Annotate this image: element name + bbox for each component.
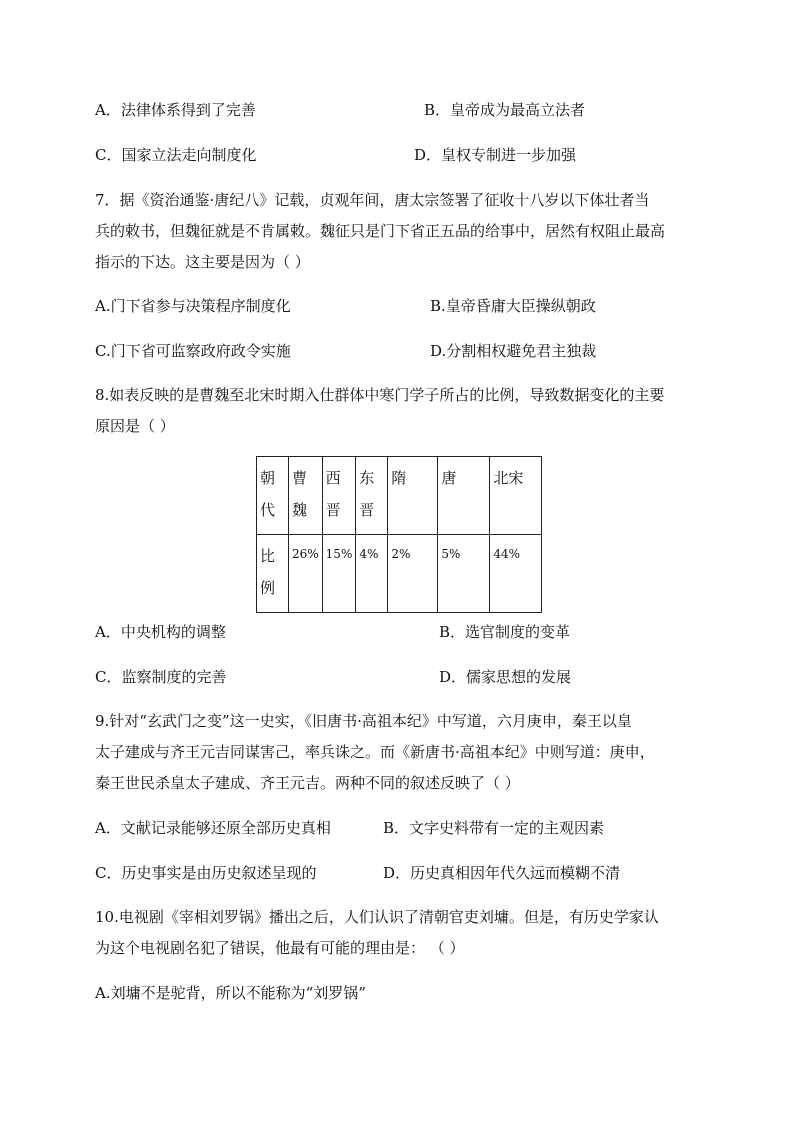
header-label-char: 代 xyxy=(260,501,276,519)
q7-stem-line-1: 7．据《资治通鉴·唐纪八》记载，贞观年间，唐太宗签署了征收十八岁以下体壮者当 xyxy=(95,191,650,209)
q6-option-d: D．皇权专制进一步加强 xyxy=(414,146,577,164)
dynasty-name: 北宋 xyxy=(493,469,524,487)
q9-stem-line-2: 太子建成与齐王元吉同谋害己，率兵诛之。而《新唐书·高祖本纪》中则写道：庚申， xyxy=(95,743,655,761)
dynasty-cell xyxy=(438,457,490,535)
q8-option-a: A．中央机构的调整 xyxy=(95,623,226,641)
q6-option-c: C．国家立法走向制度化 xyxy=(95,146,257,164)
dynasty-name-char: 晋 xyxy=(359,501,375,519)
q7-option-c: C.门下省可监察政府政令实施 xyxy=(95,342,291,360)
row-label-cell xyxy=(257,535,289,613)
q9-option-b: B．文字史料带有一定的主观因素 xyxy=(383,819,605,837)
dynasty-name-char: 晋 xyxy=(325,501,341,519)
q9-stem-line-3: 秦王世民杀皇太子建成、齐王元吉。两种不同的叙述反映了（ ） xyxy=(95,774,520,792)
dynasty-name-char: 曹 xyxy=(292,469,308,487)
ratio-value-cell: 15% xyxy=(322,535,356,613)
dynasty-cell xyxy=(388,457,438,535)
row-label-char: 比 xyxy=(260,547,276,565)
q9-stem-line-1: 9.针对“玄武门之变”这一史实，《旧唐书·高祖本纪》中写道，六月庚申，秦王以皇 xyxy=(95,712,632,730)
q6-option-a: A．法律体系得到了完善 xyxy=(95,101,256,119)
ratio-value-cell: 5% xyxy=(438,535,490,613)
dynasty-cell xyxy=(289,457,323,535)
q9-option-d: D．历史真相因年代久远而模糊不清 xyxy=(383,864,621,882)
q7-option-a: A.门下省参与决策程序制度化 xyxy=(95,297,291,315)
q7-option-d: D.分割相权避免君主独裁 xyxy=(430,342,597,360)
q7-option-b: B.皇帝昏庸大臣操纵朝政 xyxy=(430,297,596,315)
ratio-value-cell: 26% xyxy=(289,535,323,613)
ratio-value-cell: 44% xyxy=(490,535,542,613)
q8-option-b: B．选官制度的变革 xyxy=(439,623,571,641)
table-row-ratio xyxy=(257,535,542,613)
dynasty-cell xyxy=(490,457,542,535)
dynasty-name: 唐 xyxy=(441,469,457,487)
table-row-dynasty xyxy=(257,457,542,535)
q8-option-c: C．监察制度的完善 xyxy=(95,668,227,686)
dynasty-ratio-table xyxy=(256,456,542,613)
q7-stem-line-2: 兵的敕书，但魏征就是不肯属敕。魏征只是门下省正五品的给事中，居然有权阻止最高 xyxy=(95,222,666,240)
row-label-char: 例 xyxy=(260,579,276,597)
dynasty-name: 隋 xyxy=(391,469,407,487)
q8-stem-line-1: 8.如表反映的是曹魏至北宋时期入仕群体中寒门学子所占的比例，导致数据变化的主要 xyxy=(95,386,665,404)
dynasty-cell xyxy=(356,457,388,535)
q10-stem-line-2: 为这个电视剧名犯了错误，他最有可能的理由是： （ ） xyxy=(95,939,465,957)
q6-option-b: B．皇帝成为最高立法者 xyxy=(424,101,586,119)
q8-stem-line-2: 原因是（ ） xyxy=(95,417,175,435)
q9-option-c: C．历史事实是由历史叙述呈现的 xyxy=(95,864,317,882)
header-label-char: 朝 xyxy=(260,469,276,487)
dynasty-name-char: 西 xyxy=(325,469,341,487)
q9-option-a: A．文献记录能够还原全部历史真相 xyxy=(95,819,331,837)
dynasty-name-char: 魏 xyxy=(292,501,308,519)
q7-stem-line-3: 指示的下达。这主要是因为（ ） xyxy=(95,253,310,271)
q8-option-d: D．儒家思想的发展 xyxy=(439,668,572,686)
q10-option-a: A.刘墉不是驼背，所以不能称为“刘罗锅” xyxy=(95,984,366,1002)
q10-stem-line-1: 10.电视剧《宰相刘罗锅》播出之后，人们认识了清朝官吏刘墉。但是，有历史学家认 xyxy=(95,908,659,926)
ratio-value-cell: 4% xyxy=(356,535,388,613)
dynasty-name-char: 东 xyxy=(359,469,375,487)
ratio-value-cell: 2% xyxy=(388,535,438,613)
header-label-cell xyxy=(257,457,289,535)
dynasty-cell xyxy=(322,457,356,535)
